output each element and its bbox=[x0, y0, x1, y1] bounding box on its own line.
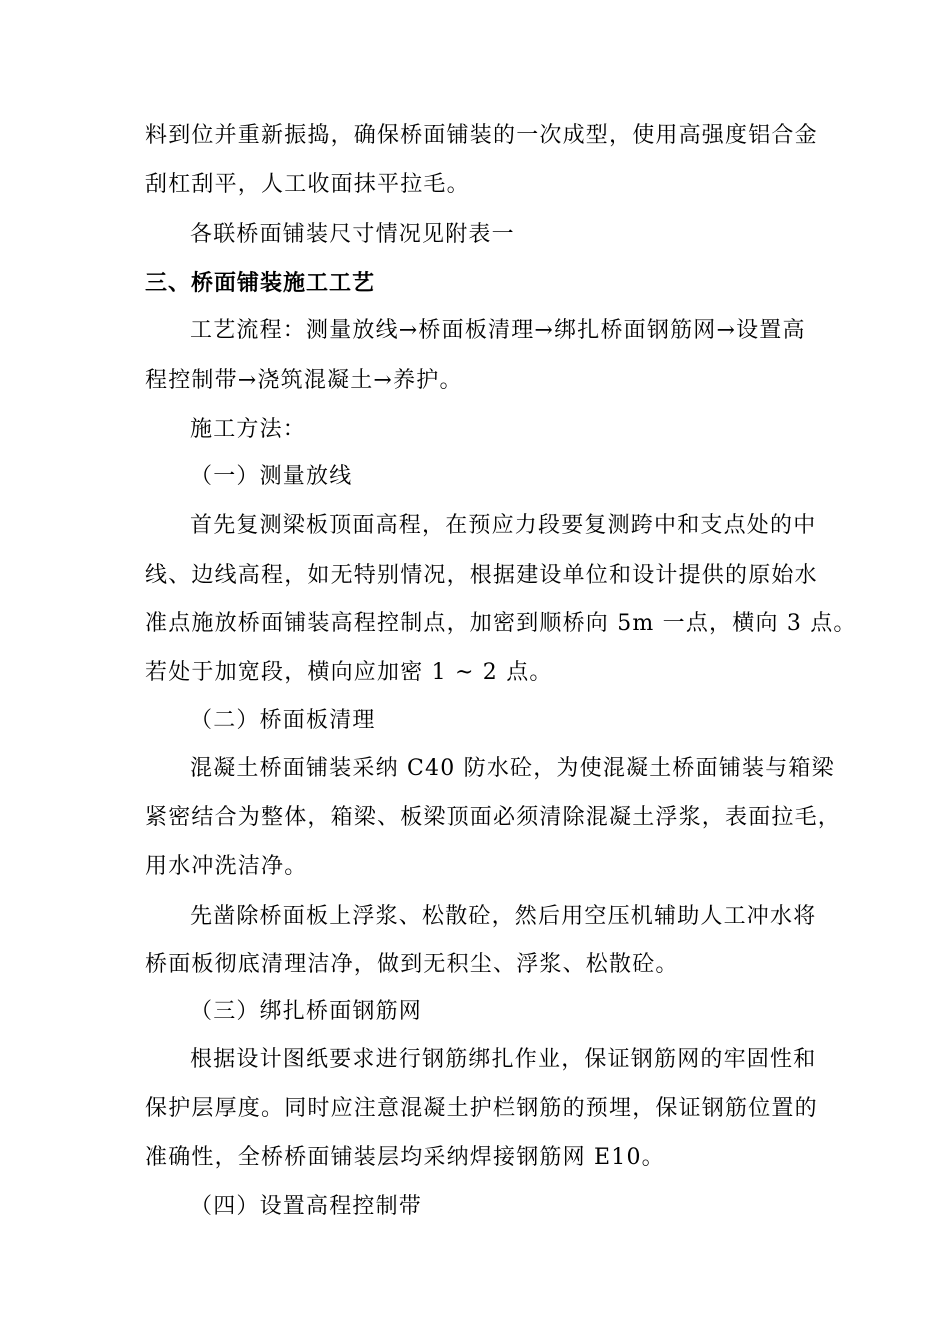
paragraph-line: 紧密结合为整体，箱梁、板梁顶面必须清除混凝土浮浆，表面拉毛， bbox=[145, 805, 842, 830]
paragraph-line: 线、边线高程，如无特别情况，根据建设单位和设计提供的原始水 bbox=[145, 563, 818, 588]
paragraph-line: 混凝土桥面铺装采纳 C40 防水砼，为使混凝土桥面铺装与箱梁 bbox=[190, 756, 835, 781]
paragraph-line: 程控制带→浇筑混凝土→养护。 bbox=[145, 368, 463, 393]
subsection-heading: （四）设置高程控制带 bbox=[190, 1194, 423, 1219]
paragraph-line: 桥面板彻底清理洁净，做到无积尘、浮浆、松散砼。 bbox=[145, 952, 679, 977]
subsection-heading: （三）绑扎桥面钢筋网 bbox=[190, 999, 423, 1024]
paragraph-line: 先凿除桥面板上浮浆、松散砼，然后用空压机辅助人工冲水将 bbox=[190, 904, 817, 929]
paragraph-line: 料到位并重新振捣，确保桥面铺装的一次成型，使用高强度铝合金 bbox=[145, 123, 818, 148]
paragraph-line: 准点施放桥面铺装高程控制点，加密到顺桥向 5m 一点，横向 3 点。 bbox=[145, 611, 857, 636]
paragraph-line: 准确性，全桥桥面铺装层均采纳焊接钢筋网 E10。 bbox=[145, 1145, 665, 1170]
paragraph-line: 各联桥面铺装尺寸情况见附表一 bbox=[190, 222, 515, 247]
subsection-heading: （二）桥面板清理 bbox=[190, 708, 376, 733]
paragraph-line: 刮杠刮平，人工收面抹平拉毛。 bbox=[145, 172, 470, 197]
paragraph-line: 首先复测梁板顶面高程，在预应力段要复测跨中和支点处的中 bbox=[190, 513, 817, 538]
paragraph-line: 施工方法： bbox=[190, 417, 307, 442]
subsection-heading: （一）测量放线 bbox=[190, 464, 353, 489]
section-heading: 三、桥面铺装施工工艺 bbox=[145, 271, 376, 296]
paragraph-line: 用水冲洗洁净。 bbox=[145, 854, 308, 879]
paragraph-line: 若处于加宽段，横向应加密 1 ~ 2 点。 bbox=[145, 660, 553, 685]
paragraph-line: 工艺流程：测量放线→桥面板清理→绑扎桥面钢筋网→设置高 bbox=[190, 318, 806, 343]
paragraph-line: 保护层厚度。同时应注意混凝土护栏钢筋的预埋，保证钢筋位置的 bbox=[145, 1096, 818, 1121]
paragraph-line: 根据设计图纸要求进行钢筋绑扎作业，保证钢筋网的牢固性和 bbox=[190, 1047, 817, 1072]
